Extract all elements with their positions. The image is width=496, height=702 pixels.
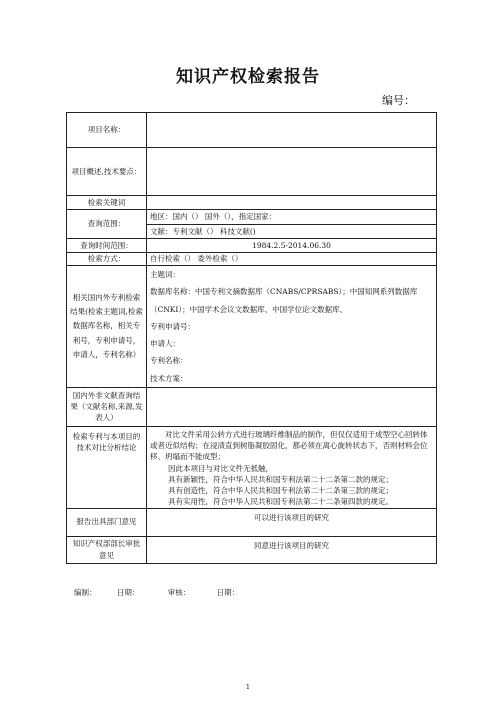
ip-head-opinion-label: 知识产权部部长审批意见 <box>67 536 147 563</box>
non-patent-label: 国内外非文献查询结果（文献名称,来源,发表人） <box>67 387 147 426</box>
method-value: 自行检索（） 委外检索（） <box>147 253 437 266</box>
reviewer-label: 审核： <box>167 588 191 597</box>
tech-solution-line: 技术方案： <box>150 373 188 383</box>
conclusion-utility-line: 具有实用性，符合中华人民共和国专利法第二十二条第四款的规定。 <box>168 497 393 507</box>
keywords-value[interactable] <box>147 196 437 210</box>
non-patent-value[interactable] <box>147 387 437 426</box>
patent-name-line: 专利名称： <box>150 356 188 366</box>
page-number: 1 <box>245 683 251 691</box>
query-scope-label: 查询范围： <box>67 210 147 239</box>
document-number-label: 编号： <box>382 94 415 107</box>
row-conclusion <box>67 426 437 508</box>
database-line: 数据库名称：中国专利文摘数据库（CNABS/CPRSABS）；中国知网系列数据库（CNKI）；中国学术会议文数据库、中国学位论文数据库、 <box>150 287 418 314</box>
review-date-label: 日期： <box>216 588 240 597</box>
project-name-label: 项目名称： <box>67 113 147 148</box>
row-project-overview <box>67 148 437 196</box>
applicant-line: 申请人： <box>150 339 180 348</box>
row-method <box>67 253 437 266</box>
conclusion-novelty-line: 具有新颖性，符合中华人民共和国专利法第二十二条第二款的规定； <box>168 474 393 484</box>
subject-line: 主题词： <box>150 270 180 279</box>
row-keywords <box>67 196 437 210</box>
domestic-results-label: 相关国内外专利检索结果(检索主题词,检索数据库名称，相关专利号，专利申请号，申请人，专利名称） <box>67 266 147 388</box>
dept-opinion-value: 可以进行该项目的研究 <box>147 508 437 536</box>
project-overview-value[interactable] <box>147 148 437 196</box>
conclusion-value <box>147 426 437 508</box>
dept-opinion-label: 报告出具部门意见 <box>67 508 147 536</box>
row-project-name <box>67 113 437 148</box>
domestic-results-value <box>147 266 437 388</box>
conclusion-inventive-line: 具有创造性，符合中华人民共和国专利法第二十二条第三款的规定； <box>168 486 393 495</box>
time-range-label: 查询时间范围： <box>67 239 147 253</box>
compile-date-label: 日期： <box>116 588 140 597</box>
row-domestic-results <box>67 266 437 388</box>
query-scope-literature: 文献：专利文献（） 科技文献() <box>147 225 437 239</box>
report-title: 知识产权检索报告 <box>176 67 320 87</box>
row-query-scope-region <box>67 210 437 225</box>
row-non-patent <box>67 387 437 426</box>
project-overview-label: 项目概述,技术要点： <box>67 148 147 196</box>
row-time-range <box>67 239 437 253</box>
patent-number-line: 专利申请号： <box>150 321 195 331</box>
keywords-label: 检索关键词 <box>67 196 147 210</box>
query-scope-region: 地区：国内（） 国外（），指定国家： <box>147 210 437 225</box>
time-range-value: 1984.2.5-2014.06.30 <box>147 239 437 253</box>
ip-head-opinion-value: 同意进行该项目的研究 <box>147 536 437 563</box>
row-dept-opinion <box>67 508 437 536</box>
compiler-label: 编制： <box>74 588 97 597</box>
row-ip-head-opinion <box>67 536 437 563</box>
conclusion-summary-line: 因此本项目与对比文件无抵触， <box>168 463 273 473</box>
method-label: 检索方式： <box>67 253 147 266</box>
conclusion-label: 检索专利与本项目的技术对比分析结论 <box>67 426 147 508</box>
report-table <box>66 112 437 564</box>
project-name-value[interactable] <box>147 113 437 148</box>
signature-footer <box>74 587 257 598</box>
conclusion-paragraph: 对比文件采用公转方式进行玻璃纤维制品的制作，但仅仅适用于成型空心回转体或者近似结构；在浸渍直到树脂凝胶固化，都必须在离心旋转状态下，否则材料会位移、坍塌而不能成型； <box>150 429 428 462</box>
